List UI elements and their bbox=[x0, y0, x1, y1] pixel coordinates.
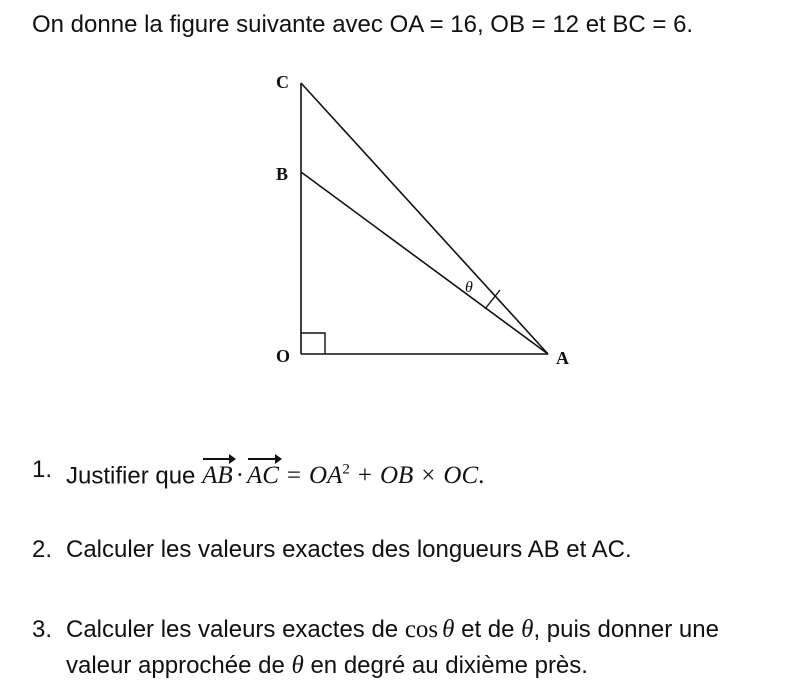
question-number: 3. bbox=[32, 616, 53, 643]
right-angle-mark bbox=[301, 333, 325, 354]
vector-ab: AB bbox=[202, 458, 233, 494]
vector-ac: AC bbox=[247, 458, 279, 494]
question-text-part1: Calculer les valeurs exactes de bbox=[66, 616, 405, 643]
theta-symbol: θ bbox=[442, 616, 455, 643]
theta-symbol: θ bbox=[521, 616, 534, 643]
segment-ca bbox=[301, 83, 548, 354]
term-ob: OB bbox=[379, 462, 414, 490]
question-1 bbox=[32, 452, 484, 494]
question-3 bbox=[32, 612, 719, 684]
question-number: 1. bbox=[32, 456, 53, 483]
exponent: 2 bbox=[342, 462, 350, 478]
formula bbox=[202, 462, 484, 489]
label-o: O bbox=[276, 346, 291, 366]
plus-sign: + bbox=[357, 462, 372, 490]
label-c: C bbox=[276, 72, 289, 92]
label-b: B bbox=[276, 164, 289, 184]
question-number: 2. bbox=[32, 536, 53, 563]
question-text: Justifier que bbox=[66, 462, 203, 490]
label-theta: θ bbox=[465, 279, 473, 296]
question-text: Calculer les valeurs exactes des longueurs AB et AC. bbox=[66, 536, 632, 563]
question-text-line2a: valeur approchée de bbox=[66, 652, 292, 679]
segment-ba bbox=[301, 172, 548, 354]
times-sign: × bbox=[421, 462, 436, 490]
cos-operator: cos bbox=[404, 616, 439, 643]
period: . bbox=[478, 462, 485, 490]
term-oc: OC bbox=[443, 462, 479, 490]
equals-sign: = bbox=[286, 462, 302, 490]
question-2 bbox=[32, 532, 632, 568]
question-text-part3: , puis donner une bbox=[533, 616, 719, 643]
problem-statement: On donne la figure suivante avec OA = 16, OB = 12 et BC = 6. bbox=[32, 11, 694, 38]
question-text-part2: et de bbox=[454, 616, 522, 643]
label-a: A bbox=[556, 348, 569, 368]
theta-symbol: θ bbox=[291, 652, 304, 679]
term-oa: OA bbox=[309, 462, 343, 490]
question-text-line2b: en degré au dixième près. bbox=[303, 652, 588, 679]
dot-operator: · bbox=[235, 462, 244, 490]
